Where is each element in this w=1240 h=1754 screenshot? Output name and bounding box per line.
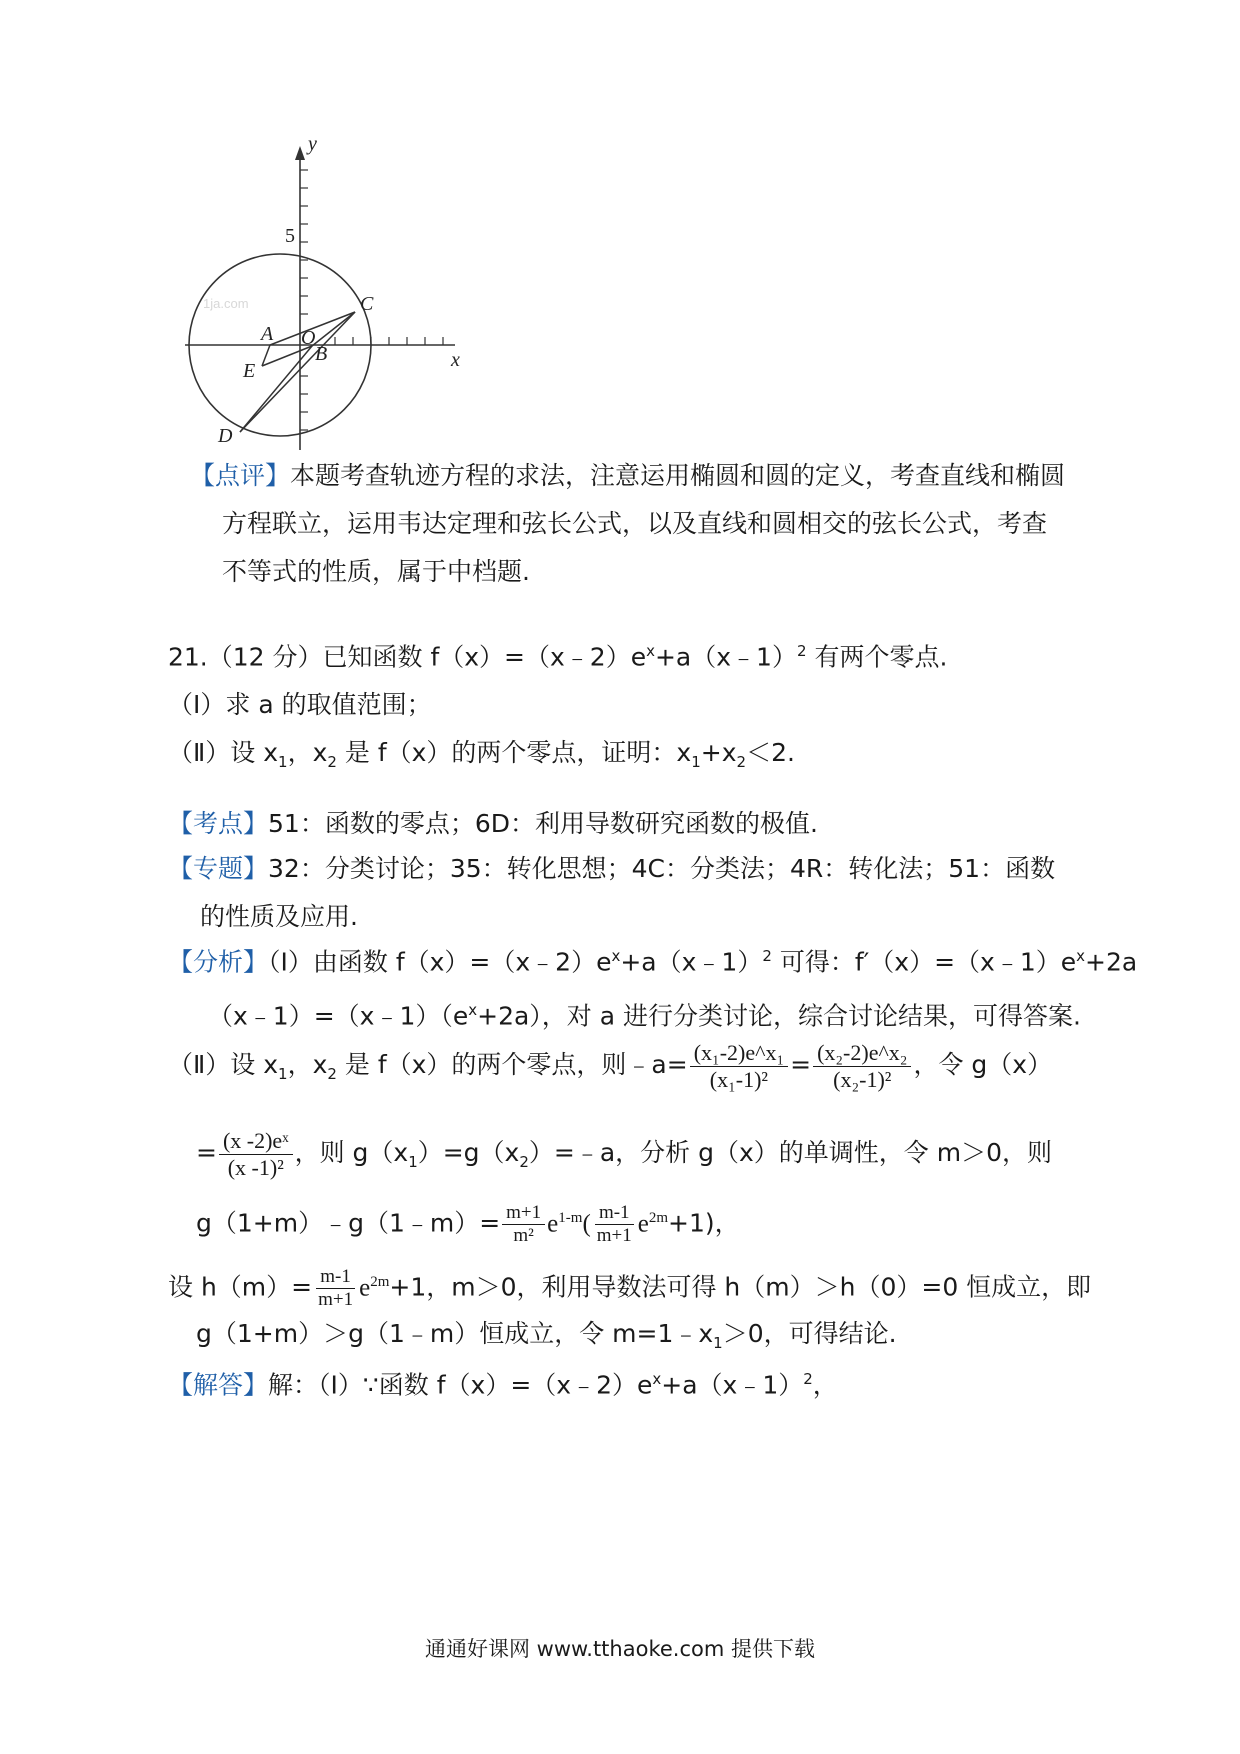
fenxi-l5-sup: 1-m <box>558 1210 583 1226</box>
zhuanti-text-1: 32：分类讨论；35：转化思想；4C：分类法；4R：转化法；51：函数 <box>268 854 1056 883</box>
q21-stem-sup: x <box>646 642 655 660</box>
jieda-b: +a（x﹣1） <box>661 1370 804 1400</box>
fenxi-l3-s1: 1 <box>278 1065 288 1083</box>
fraction-1-den: (x₁-1)² <box>709 1066 769 1092</box>
fraction-6-num: m-1 <box>316 1266 355 1289</box>
fenxi-l3-b: ，x <box>287 1050 328 1079</box>
fenxi-l4-b: ）=g（x <box>417 1138 520 1167</box>
kaodian-section <box>168 800 1048 848</box>
fraction-1-num: (x₁-2)e^x₁ <box>690 1040 788 1067</box>
jieda-a: 解：（Ⅰ）∵函数 f（x）=（x﹣2）e <box>268 1370 653 1400</box>
fenxi-l3-d: ，令 g（x） <box>913 1050 1053 1079</box>
question-21 <box>168 627 1048 786</box>
fraction-2 <box>813 1040 911 1093</box>
tick-label-5: 5 <box>285 225 295 247</box>
fraction-2-den: (x₂-1)² <box>833 1066 892 1092</box>
kaodian-tag: 【考点】 <box>168 809 269 838</box>
fenxi-l3-a: （Ⅱ）设 x <box>168 1050 279 1079</box>
point-label-d: D <box>218 425 233 447</box>
jieda-c: ， <box>812 1370 838 1400</box>
fraction-1 <box>690 1040 788 1093</box>
review-section <box>190 452 1070 596</box>
fraction-3 <box>219 1128 293 1181</box>
fraction-5-den: m+1 <box>596 1224 632 1246</box>
fenxi-l1-sup2: 2 <box>762 947 772 965</box>
fenxi-l4-eq: = <box>196 1138 217 1167</box>
fenxi-l1-c: 可得：f′（x）=（x﹣1）e <box>771 947 1077 977</box>
fraction-3-num: (x -2)eˣ <box>219 1128 293 1155</box>
fenxi-l4-s1: 1 <box>408 1153 418 1171</box>
fenxi-eq: = <box>790 1050 812 1079</box>
point-label-e: E <box>243 360 256 382</box>
fenxi-l5-e2: e <box>637 1210 649 1238</box>
q21-p2-s3: 1 <box>691 753 701 772</box>
fenxi-l4-c: ）=﹣a，分析 g（x）的单调性，令 m＞0，则 <box>528 1138 1052 1167</box>
jieda-sup2: 2 <box>803 1370 813 1388</box>
fenxi-l6-e: e <box>359 1274 371 1302</box>
fenxi-section <box>168 932 1138 1041</box>
fenxi-line-1 <box>168 932 1138 986</box>
kaodian-text: 51：函数的零点；6D：利用导数研究函数的极值. <box>268 809 818 838</box>
q21-p2-b: ，x <box>287 738 328 768</box>
q21-stem-a: 21.（12 分）已知函数 f（x）=（x﹣2）e <box>168 642 647 672</box>
q21-stem-c: 有两个零点. <box>806 642 948 672</box>
q21-p2-s1: 1 <box>278 753 288 772</box>
fenxi-line-5 <box>196 1186 1076 1256</box>
fenxi-l1-b: +a（x﹣1） <box>620 947 763 977</box>
zhuanti-tag: 【专题】 <box>168 854 269 883</box>
fenxi-l6-a: 设 h（m）= <box>168 1272 313 1302</box>
fenxi-l5-sup2: 2m <box>648 1210 669 1226</box>
fenxi-l2-a: （x﹣1）=（x﹣1）（e <box>208 1001 469 1031</box>
fenxi-l4-s2: 2 <box>519 1153 529 1171</box>
fenxi-l1-a: （Ⅰ）由函数 f（x）=（x﹣2）e <box>268 947 612 977</box>
q21-stem <box>168 627 1048 681</box>
fraction-4 <box>502 1202 545 1247</box>
fraction-4-num: m+1 <box>502 1202 545 1225</box>
point-label-a: A <box>261 323 274 345</box>
q21-part-2 <box>168 729 1048 786</box>
fraction-6 <box>314 1266 357 1311</box>
watermark-text: 1ja.com <box>203 296 249 311</box>
x-ticks <box>335 337 443 345</box>
fenxi-l5-a: g（1+m）﹣g（1﹣m）= <box>196 1208 501 1238</box>
y-ticks <box>300 170 308 430</box>
q21-p2-s4: 2 <box>736 753 747 772</box>
q21-stem-b: +a（x﹣1） <box>654 642 797 672</box>
point-label-c: C <box>360 293 374 315</box>
fraction-5-num: m-1 <box>595 1202 634 1225</box>
fraction-2-num: (x₂-2)e^x₂ <box>813 1040 911 1067</box>
y-axis-arrow <box>295 146 305 160</box>
zhuanti-section <box>168 845 1056 941</box>
review-text-1: 本题考查轨迹方程的求法，注意运用椭圆和圆的定义，考查直线和椭圆 <box>290 461 1066 490</box>
fenxi-l5-paren: ( <box>582 1210 591 1238</box>
q21-stem-sup2: 2 <box>796 642 807 660</box>
fenxi-l5-e: e <box>547 1210 559 1238</box>
q21-p2-e: ＜2. <box>746 738 795 768</box>
x-axis-label: x <box>451 349 460 371</box>
segments <box>240 312 355 432</box>
fraction-3-den: (x -1)² <box>227 1154 284 1180</box>
fraction-6-den: m+1 <box>318 1288 354 1310</box>
fenxi-l3-c: 是 f（x）的两个零点，则﹣a= <box>336 1050 688 1079</box>
jieda-section <box>168 1355 1048 1409</box>
fraction-4-den: m² <box>513 1224 534 1246</box>
q21-p2-a: （Ⅱ）设 x <box>168 738 279 768</box>
fenxi-l7: g（1+m）＞g（1﹣m）恒成立，令 m=1﹣x <box>196 1319 714 1348</box>
q21-p2-d: +x <box>700 738 737 768</box>
fraction-5 <box>593 1202 636 1247</box>
fenxi-l1-sup3: x <box>1076 947 1086 965</box>
fenxi-l7-s: 1 <box>713 1334 723 1352</box>
review-line-3: 不等式的性质，属于中档题. <box>222 557 530 586</box>
zhuanti-line-2: 的性质及应用. <box>200 902 358 931</box>
review-line-2: 方程联立，运用韦达定理和弦长公式，以及直线和圆相交的弦长公式，考查 <box>222 509 1048 538</box>
fenxi-l2-sup: x <box>468 1001 478 1020</box>
fenxi-l1-sup: x <box>611 947 621 965</box>
point-label-b: B <box>315 343 328 365</box>
fenxi-l7-b: ＞0，可得结论. <box>722 1319 897 1348</box>
zhuanti-line-1 <box>168 845 1056 893</box>
review-line-1 <box>190 452 1070 500</box>
q21-part-1: （Ⅰ）求 a 的取值范围； <box>168 690 432 720</box>
fenxi-l2-b: +2a），对 a 进行分类讨论，综合讨论结果，可得答案. <box>477 1001 1081 1031</box>
fenxi-l5-tail: +1)， <box>668 1208 740 1238</box>
fenxi-l1-d: +2a <box>1085 947 1138 977</box>
jieda-tag: 【解答】 <box>168 1370 269 1400</box>
q21-p2-c: 是 f（x）的两个零点，证明：x <box>336 738 692 768</box>
page-footer: 通通好课网 www.tthaoke.com 提供下载 <box>425 1637 815 1661</box>
fenxi-l6-b: +1，m＞0，利用导数法可得 h（m）＞h（0）=0 恒成立，即 <box>389 1272 1092 1302</box>
jieda-sup: x <box>652 1370 662 1388</box>
fenxi-line-3 <box>168 1030 1053 1109</box>
q21-p2-s2: 2 <box>327 753 337 772</box>
fenxi-l4-a: ，则 g（x <box>294 1138 409 1167</box>
fenxi-l6-sup: 2m <box>370 1274 390 1290</box>
fenxi-l3-s2: 2 <box>327 1065 337 1083</box>
fenxi-tag: 【分析】 <box>168 947 269 977</box>
point-label-o: O <box>301 327 316 349</box>
review-tag: 【点评】 <box>190 461 291 490</box>
y-axis-label: y <box>308 133 317 155</box>
